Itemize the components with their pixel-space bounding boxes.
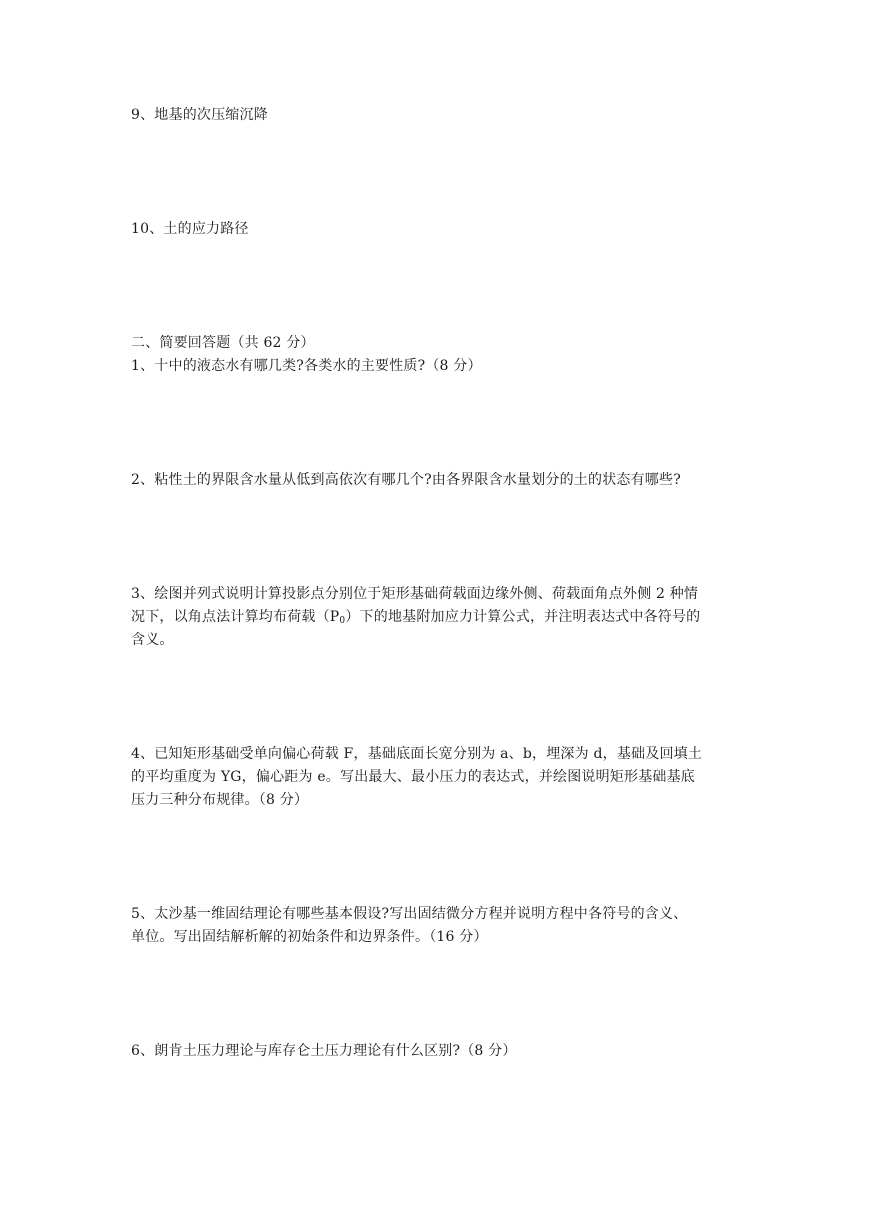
question-5-line-2: 单位。写出固结解析解的初始条件和边界条件。（16 分） — [131, 929, 488, 945]
question-10: 10、土的应力路径 — [131, 221, 249, 237]
question-3-line-1: 3、绘图并列式说明计算投影点分别位于矩形基础荷载面边缘外侧、荷载面角点外侧 2 种情 — [131, 586, 699, 602]
question-3-line-3: 含义。 — [131, 632, 174, 648]
short-answer-question-2: 2、粘性土的界限含水量从低到高依次有哪几个?由各界限含水量划分的土的状态有哪些? — [131, 472, 681, 488]
question-9: 9、地基的次压缩沉降 — [131, 107, 268, 123]
section-2-title: 二、简要回答题（共 62 分） — [131, 335, 315, 351]
question-4-line-2: 的平均重度为 YG，偏心距为 e。写出最大、最小压力的表达式，并绘图说明矩形基础基底 — [131, 769, 696, 785]
question-4-line-3: 压力三种分布规律。（8 分） — [131, 792, 309, 808]
p0-subscript: 0 — [339, 616, 346, 626]
question-4-line-1: 4、已知矩形基础受单向偏心荷载 F，基础底面长宽分别为 a、b，埋深为 d，基础及回填土 — [131, 746, 703, 762]
short-answer-question-1: 1、十中的液态水有哪几类?各类水的主要性质?（8 分） — [131, 358, 482, 374]
question-3-line-2-start: 况下，以角点法计算均布荷载（P — [131, 609, 340, 625]
short-answer-question-6: 6、朗肯土压力理论与库存仑土压力理论有什么区别?（8 分） — [131, 1043, 517, 1059]
question-5-line-1: 5、太沙基一维固结理论有哪些基本假设?写出固结微分方程并说明方程中各符号的含义、 — [131, 906, 688, 922]
question-3-line-2-end: ）下的地基附加应力计算公式，并注明表达式中各符号的 — [345, 609, 701, 625]
